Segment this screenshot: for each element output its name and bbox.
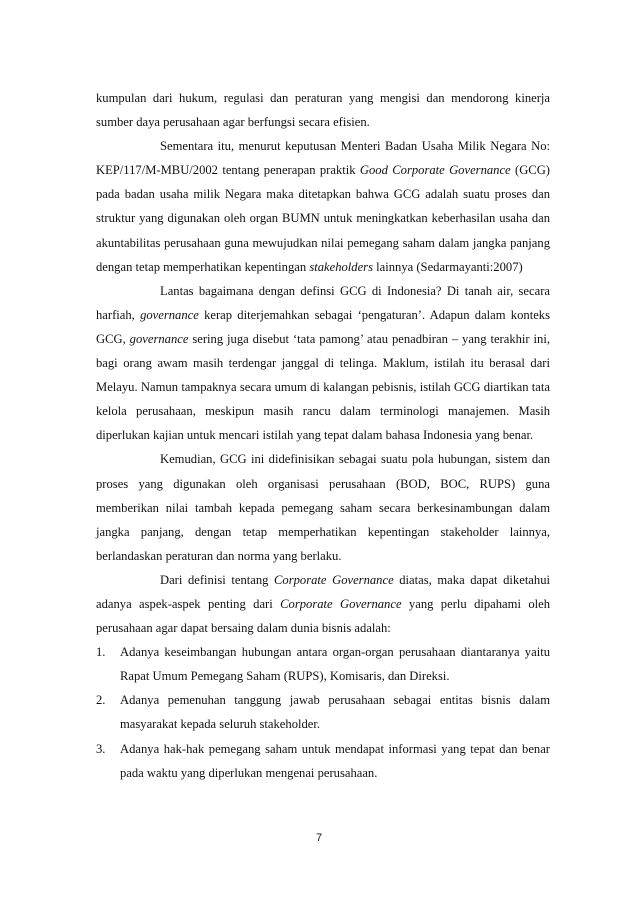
aspects-list [96,640,550,785]
paragraph-gcg-indonesia: Lantas bagaimana dengan definsi GCG di Indonesia? Di tanah air, secara harfiah, governance kerap diterjemahkan sebagai ‘pengaturan’. Adapun dalam konteks GCG, governance sering juga disebut ‘tata pamong’ atau penadbiran – yang terakhir ini, bagi orang awam masih terdengar janggal di telinga. Maklum, istilah itu berasal dari Melayu. Namun tampaknya secara umum di kalangan pebisnis, istilah GCG diartikan tata kelola perusahaan, meskipun masih rancu dalam terminologi manajemen. Masih diperlukan kajian untuk mencari istilah yang tepat dalam bahasa Indonesia yang benar. [96,283,550,443]
page-number: 7 [315,832,323,844]
body-text [96,86,550,785]
paragraph-continuation: kumpulan dari hukum, regulasi dan peraturan yang mengisi dan mendorong kinerja sumber daya perusahaan agar berfungsi secara efisien. [96,91,550,130]
paragraph-gcg-relationship: Kemudian, GCG ini didefinisikan sebagai suatu pola hubungan, sistem dan proses yang digunakan oleh organisasi perusahaan (BOD, BOC, RUPS) guna memberikan nilai tambah kepada pemegang saham secara berkesinambungan dalam jangka panjang, dengan tetap memperhatikan kepentingan stakeholder lainnya, berlandaskan peraturan dan norma yang berlaku. [96,452,550,563]
list-item-text: Adanya hak-hak pemegang saham untuk mendapat informasi yang tepat dan benar pada waktu yang diperlukan mengenai perusahaan. [120,741,550,780]
list-item-number: 3. [96,741,106,756]
paragraph-aspects-intro: Dari definisi tentang Corporate Governance diatas, maka dapat diketahui adanya aspek-aspek penting dari Corporate Governance yang perlu dipahami oleh perusahaan agar dapat bersaing dalam dunia bisnis adalah: [96,572,551,636]
paragraph-bumn-definition: Sementara itu, menurut keputusan Menteri Badan Usaha Milik Negara No: KEP/117/M-MBU/2002 tentang penerapan praktik Good Corporate Governance (GCG) pada badan usaha milik Negara maka ditetapkan bahwa GCG adalah suatu proses dan struktur yang digunakan oleh organ BUMN untuk meningkatkan keberhasilan usaha dan akuntabilitas perusahaan guna mewujudkan nilai pemegang saham dalam jangka panjang dengan tetap memperhatikan kepentingan stakeholders lainnya (Sedarmayanti:2007) [96,139,550,274]
list-item [96,688,550,736]
list-item [96,640,550,688]
list-item-text: Adanya keseimbangan hubungan antara organ-organ perusahaan diantaranya yaitu Rapat Umum Pemegang Saham (RUPS), Komisaris, dan Direksi. [120,645,550,684]
list-item [96,737,550,785]
list-item-number: 2. [96,693,106,708]
list-item-text: Adanya pemenuhan tanggung jawab perusahaan sebagai entitas bisnis dalam masyarakat kepada seluruh stakeholder. [120,693,550,732]
list-item-number: 1. [96,645,106,660]
